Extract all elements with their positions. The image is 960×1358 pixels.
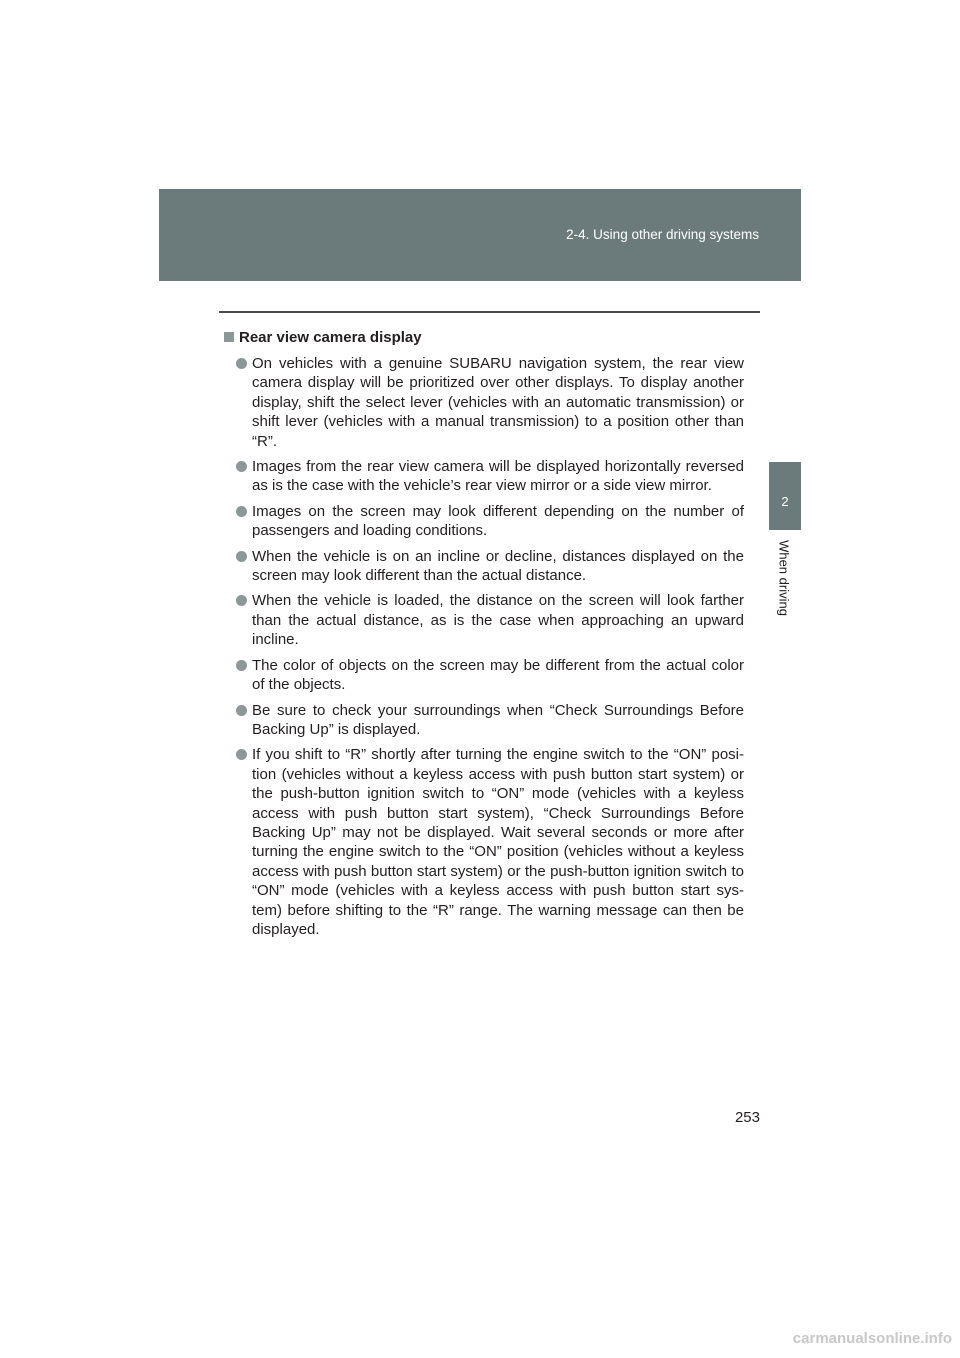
circle-bullet-icon [236,660,247,671]
list-item-text: On vehicles with a genuine SUBARU navigation system, the rear view camera display will be prioritized over other displays. To display another display, shift the select lever (vehicles with an automatic transmission) or shift lever (vehicles with a manual transmission) to a position other than “R”. [252,355,744,450]
section-content [224,327,744,945]
list-item-text: If you shift to “R” shortly after turning the engine switch to the “ON” posi-tion (vehicles without a keyless access with push button start system) or the push-button ignition switch to “ON” mode (vehicles with a keyless access with push button start system), “Check Surroundings Before Backing Up” may not be displayed. Wait several seconds or more after turning the engine switch to the “ON” position (vehicles without a keyless access with push button start system) or the push-button ignition switch to “ON” mode (vehicles with a keyless access with push button start sys-tem) before shifting to the “R” range. The warning message can then be displayed. [252,746,744,938]
list-item-text: Images from the rear view camera will be displayed horizontally reversed as is the case with the vehicle’s rear view mirror or a side view mirror. [252,458,744,495]
chapter-tab [769,462,801,530]
circle-bullet-icon [236,506,247,517]
header-band [159,189,801,281]
site-watermark: carmanualsonline.info [792,1330,952,1347]
list-item-text: Be sure to check your surroundings when “Check Surroundings Before Backing Up” is displayed. [252,701,744,738]
page-number: 253 [734,1109,760,1126]
square-bullet-icon [224,332,234,342]
circle-bullet-icon [236,749,247,760]
section-heading [224,327,744,348]
circle-bullet-icon [236,358,247,369]
list-item-text: When the vehicle is on an incline or decline, distances displayed on the screen may look different than the actual distance. [252,547,744,585]
list-item [224,502,744,541]
list-item [224,656,744,695]
circle-bullet-icon [236,461,247,472]
circle-bullet-icon [236,705,247,716]
list-item-text: The color of objects on the screen may be different from the actual color of the objects. [252,656,744,694]
list-item [224,547,744,586]
list-item-text: When the vehicle is loaded, the distance on the screen will look farther than the actual distance, as is the case when approaching an upward incline. [252,592,744,649]
list-item [224,457,744,496]
list-item [224,591,744,649]
chapter-number: 2 [781,494,789,509]
list-item-text: Images on the screen may look different depending on the number of passengers and loading conditions. [252,502,744,540]
list-item [224,354,744,451]
circle-bullet-icon [236,551,247,562]
list-item [224,745,744,939]
list-item [224,701,744,740]
chapter-label: When driving [776,540,792,616]
section-heading-text: Rear view camera display [239,329,422,346]
circle-bullet-icon [236,595,247,606]
section-divider [219,311,760,313]
section-title: 2-4. Using other driving systems [566,227,759,242]
